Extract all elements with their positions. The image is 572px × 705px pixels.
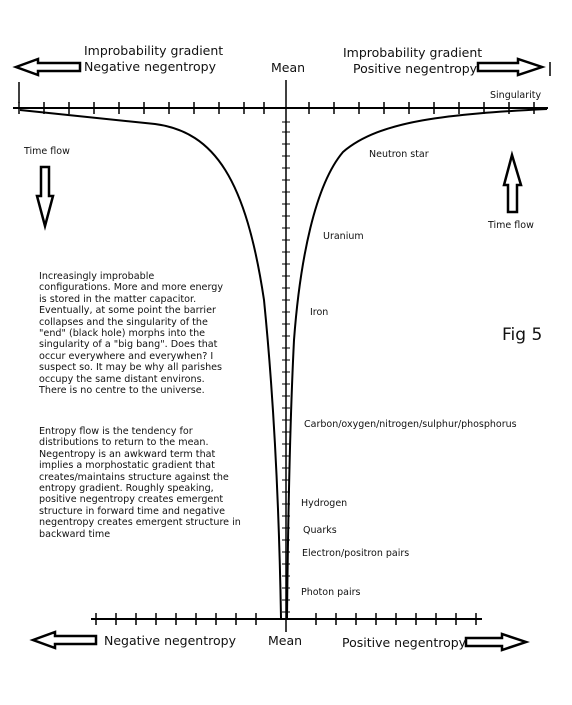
header-right-line1: Improbability gradient [343,45,483,60]
footer-mean-label: Mean [268,633,303,648]
label-photon-pairs: Photon pairs [301,587,361,598]
bottom-left-arrow [33,632,96,648]
label-uranium: Uranium [323,231,364,242]
singularity-label: Singularity [490,90,542,101]
footer-negative-label: Negative negentropy [104,633,236,648]
top-right-arrow [478,59,542,75]
top-left-arrow [16,59,80,75]
label-neutron-star: Neutron star [369,149,429,160]
label-electron-positron: Electron/positron pairs [302,548,410,559]
header-mean-label: Mean [271,60,306,75]
time-flow-left-label: Time flow [24,146,70,157]
label-carbon: Carbon/oxygen/nitrogen/sulphur/phosphorus [304,419,517,430]
paragraph-capacitor: Increasingly improbable configurations. More and more energy is stored in the matter capacitor. Eventually, at some point the barrier collapses and the singularity of the "end" (black hole) morphs into the singularity of a "big bang". Does that occur everywhere and everywhen? I suspect so. It may be why all parishes occupy the same distant environs. There is no centre to the universe. [39,271,223,397]
label-hydrogen: Hydrogen [301,498,348,509]
time-flow-up-arrow [504,155,521,212]
header-left-line2: Negative negentropy [84,59,216,74]
time-flow-right-label: Time flow [488,220,534,231]
time-flow-down-arrow [37,167,53,226]
label-quarks: Quarks [303,525,337,536]
figure-label: Fig 5 [502,325,543,345]
paragraph-entropy-flow: Entropy flow is the tendency for distributions to return to the mean. Negentropy is an awkward term that implies a morphostatic gradient that creates/maintains structure against the entropy gradient. Roughly speaking, positive negentropy creates emergent structure in forward time and negative negentropy creates emergent structure in backward time [39,426,241,540]
footer-positive-label: Positive negentropy [342,635,467,650]
bottom-right-arrow [466,634,526,650]
header-right-line2: Positive negentropy [353,61,478,76]
header-left-line1: Improbability gradient [84,43,224,58]
label-iron: Iron [310,307,329,318]
